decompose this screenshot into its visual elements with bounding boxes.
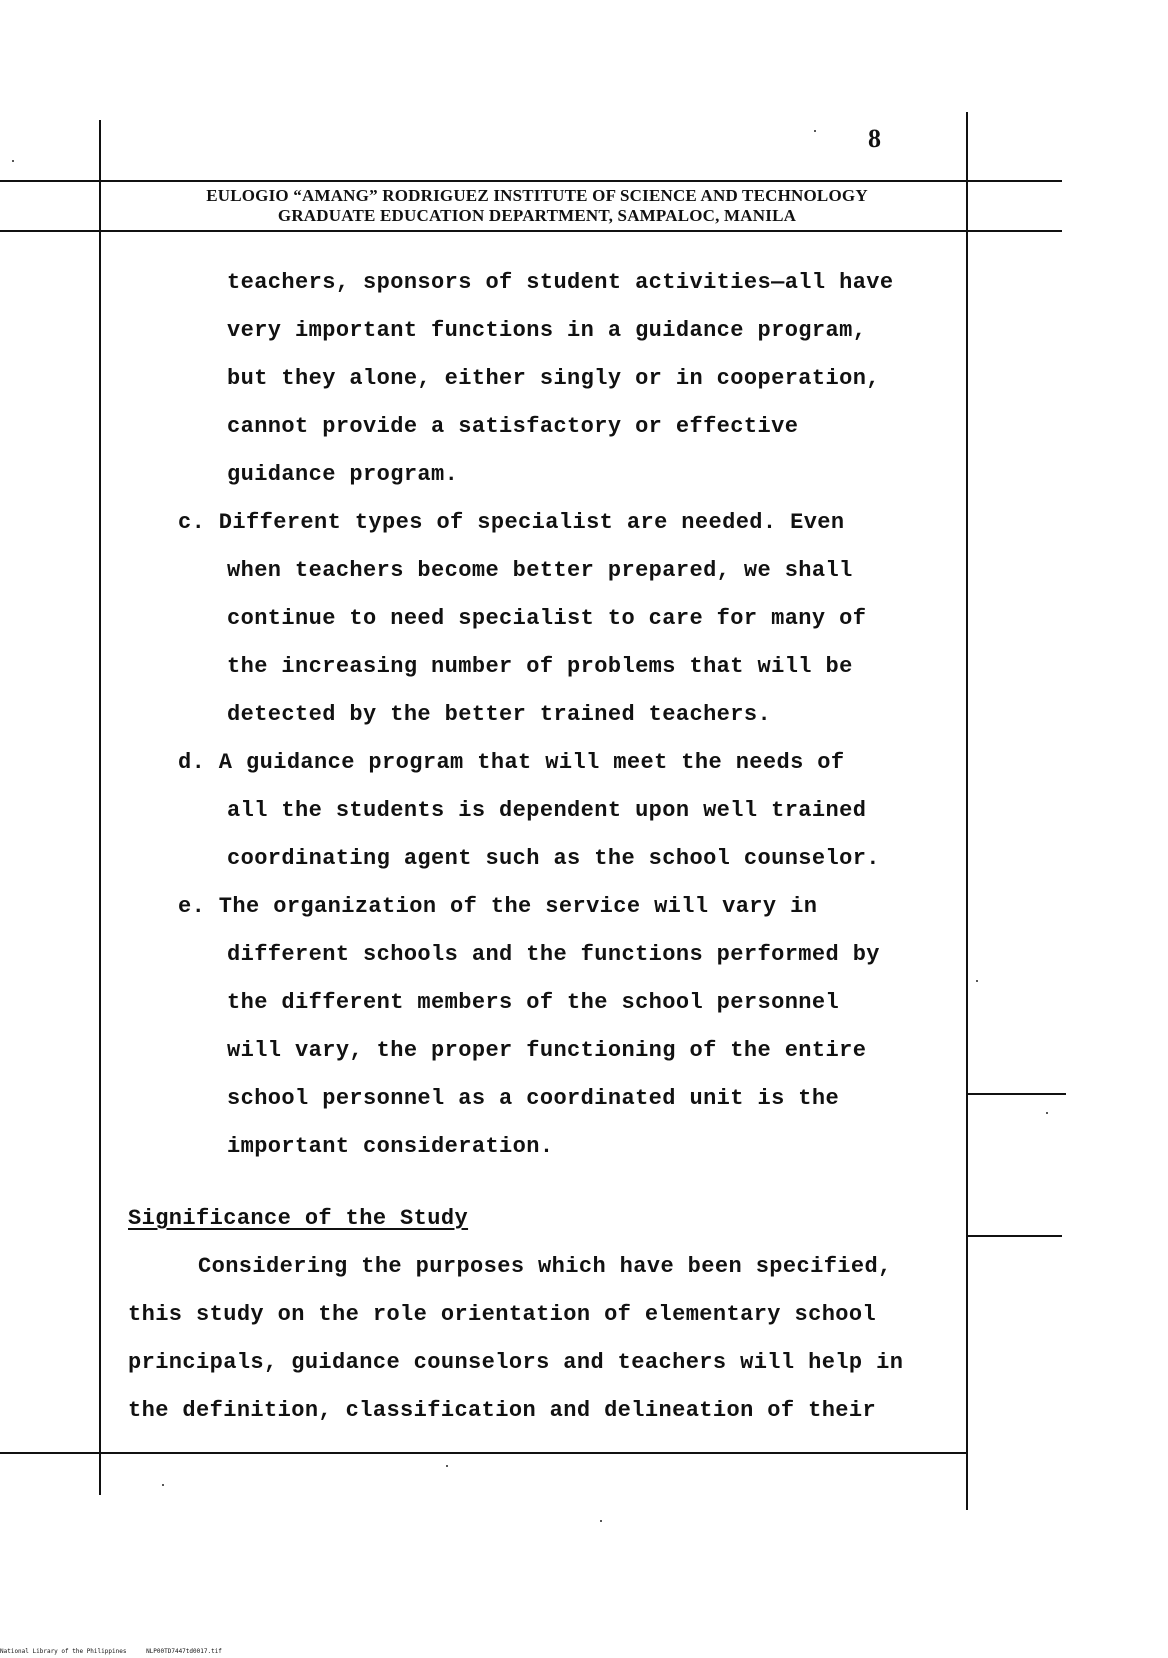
- list-item-c: c. Different types of specialist are needed. Even: [178, 510, 845, 535]
- footer-file: NLP00TD7447td0017.tif: [146, 1648, 222, 1655]
- institution-header: [104, 186, 970, 226]
- header-bottom-rule: [0, 230, 1062, 232]
- body-line: all the students is dependent upon well trained: [227, 798, 867, 823]
- list-item-e: e. The organization of the service will vary in: [178, 894, 818, 919]
- body-line: school personnel as a coordinated unit is the: [227, 1086, 840, 1111]
- page-number: 8: [868, 124, 881, 153]
- body-line: will vary, the proper functioning of the entire: [227, 1038, 867, 1063]
- header-top-rule: [0, 180, 1062, 182]
- body-line: different schools and the functions performed by: [227, 942, 880, 967]
- section-line: the definition, classification and delineation of their: [128, 1398, 877, 1423]
- scan-footer: [0, 1648, 222, 1655]
- left-margin-rule: [99, 120, 101, 1495]
- body-line: the increasing number of problems that will be: [227, 654, 853, 679]
- right-tab-rule-2: [966, 1235, 1062, 1237]
- body-line: coordinating agent such as the school counselor.: [227, 846, 880, 871]
- section-line: Considering the purposes which have been specified,: [198, 1254, 892, 1279]
- right-margin-rule: [966, 112, 968, 1510]
- bottom-rule: [0, 1452, 966, 1454]
- scan-speck: [12, 160, 14, 162]
- scan-speck: [976, 980, 978, 982]
- scan-speck: [814, 130, 816, 132]
- footer-source: National Library of the Philippines: [0, 1648, 127, 1655]
- section-line: this study on the role orientation of elementary school: [128, 1302, 877, 1327]
- body-line: teachers, sponsors of student activities—all have: [227, 270, 894, 295]
- body-line: when teachers become better prepared, we shall: [227, 558, 853, 583]
- header-department: GRADUATE EDUCATION DEPARTMENT, SAMPALOC, MANILA: [277, 206, 797, 225]
- body-line: but they alone, either singly or in cooperation,: [227, 366, 880, 391]
- right-tab-rule-1: [966, 1093, 1066, 1095]
- scan-speck: [162, 1484, 164, 1486]
- body-line: detected by the better trained teachers.: [227, 702, 772, 727]
- body-line: the different members of the school personnel: [227, 990, 840, 1015]
- section-line: principals, guidance counselors and teachers will help in: [128, 1350, 904, 1375]
- scan-speck: [446, 1465, 448, 1467]
- section-heading: Significance of the Study: [128, 1206, 469, 1231]
- scan-speck: [600, 1520, 602, 1522]
- scan-speck: [1046, 1112, 1048, 1114]
- body-line: guidance program.: [227, 462, 459, 487]
- body-line: important consideration.: [227, 1134, 554, 1159]
- body-line: cannot provide a satisfactory or effective: [227, 414, 799, 439]
- list-item-d: d. A guidance program that will meet the needs of: [178, 750, 845, 775]
- body-line: very important functions in a guidance program,: [227, 318, 867, 343]
- body-line: continue to need specialist to care for many of: [227, 606, 867, 631]
- header-institution-name: EULOGIO “AMANG” RODRIGUEZ INSTITUTE OF SCIENCE AND TECHNOLOGY: [206, 186, 868, 205]
